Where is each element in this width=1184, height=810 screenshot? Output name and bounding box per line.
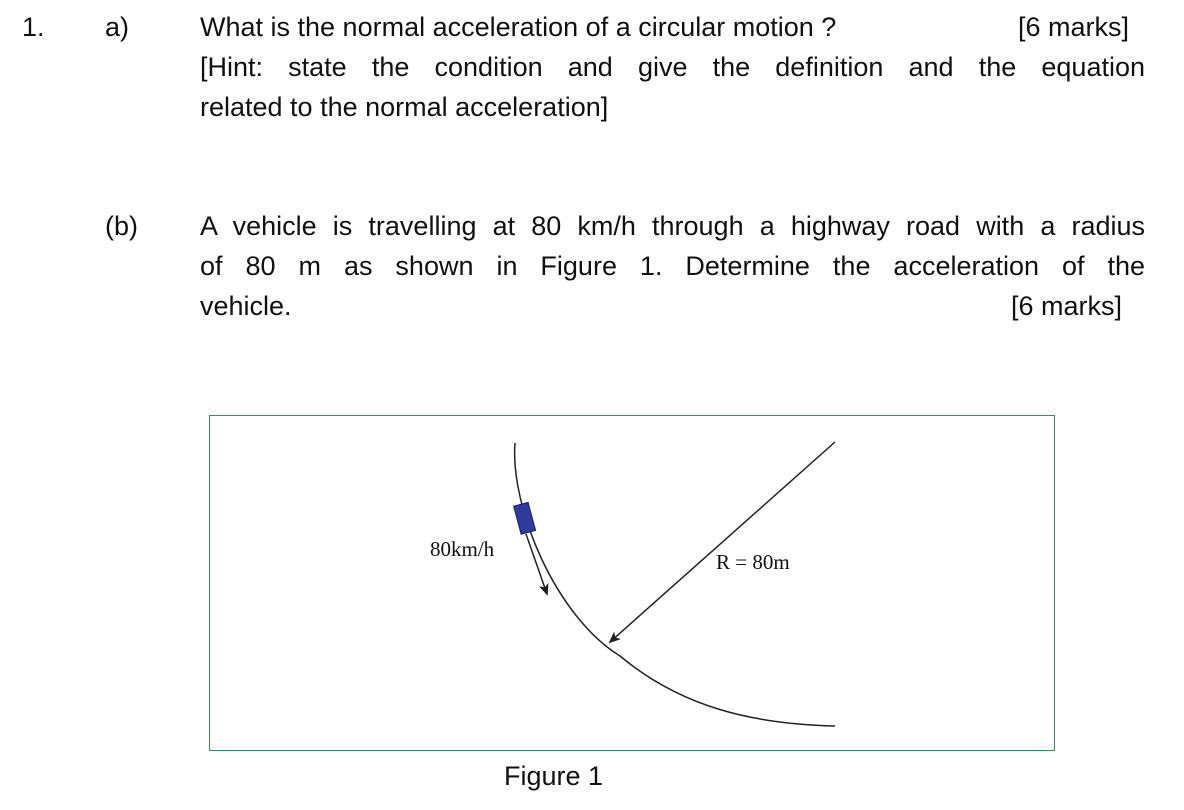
part-a-question: What is the normal acceleration of a circular motion ? [200,12,837,42]
figure-frame [209,415,1055,751]
part-b-label: (b) [105,211,138,241]
part-b-line1: A vehicle is travelling at 80 km/h through a highway road with a radius [200,211,1145,241]
part-b-marks: [6 marks] [1011,291,1123,321]
question-number: 1. [22,12,45,42]
vehicle-icon [514,502,536,534]
part-b-line2: of 80 m as shown in Figure 1. Determine the acceleration of the [200,251,1145,281]
radius-line [610,442,835,642]
figure-caption: Figure 1 [504,761,604,791]
radius-label: R = 80m [716,550,790,574]
speed-label: 80km/h [430,537,495,561]
part-b-line3: vehicle. [200,291,292,321]
part-a-label: a) [105,12,130,42]
road-curve-diagram [210,416,1054,750]
part-a-marks: [6 marks] [1018,12,1130,42]
part-a-hint-line2: related to the normal acceleration] [200,92,609,122]
part-a-hint-line1: [Hint: state the condition and give the definition and the equation [200,52,1145,82]
